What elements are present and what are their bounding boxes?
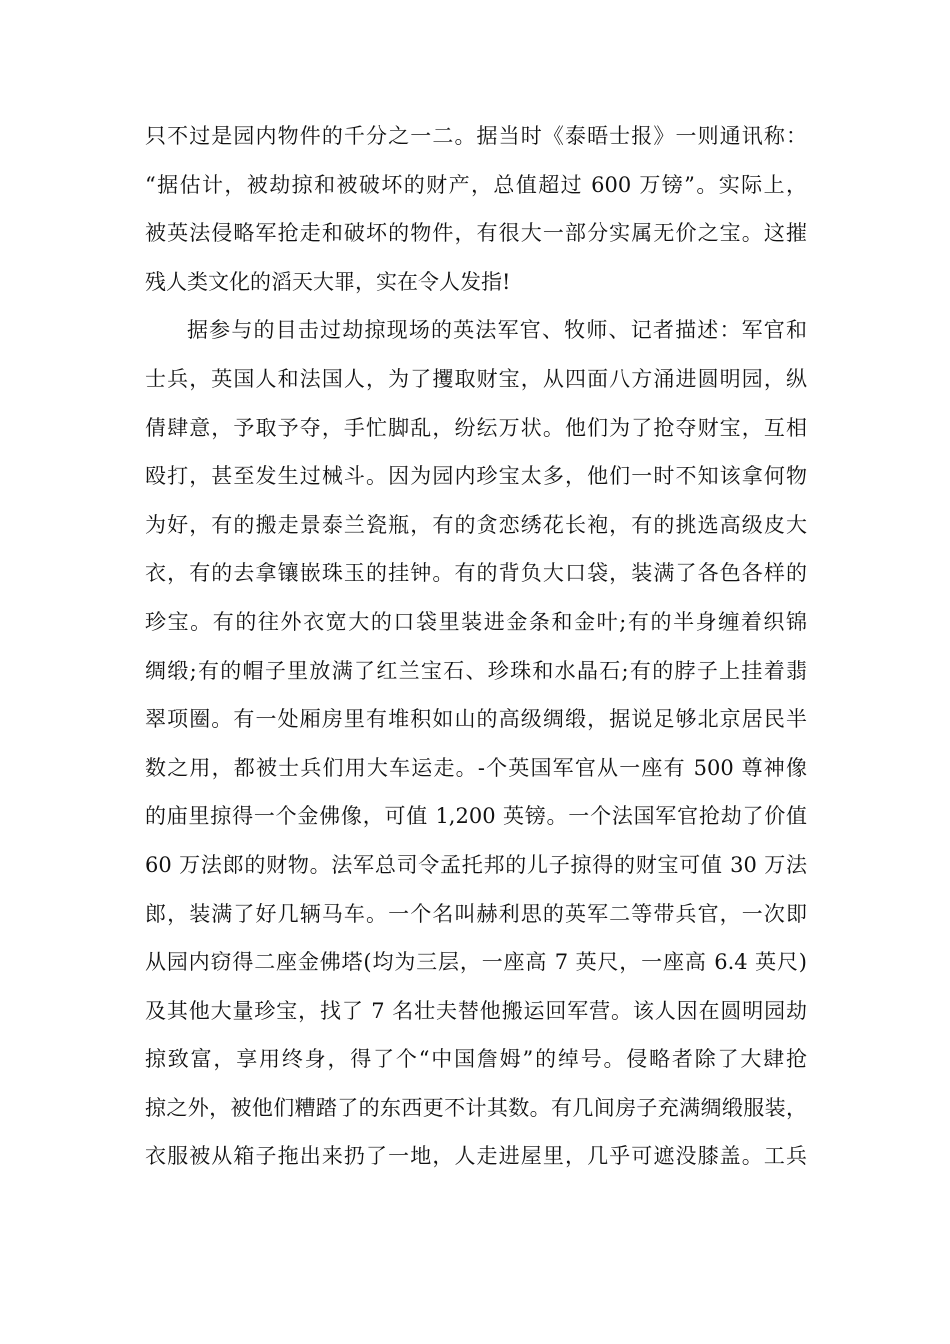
text-line: 为好，有的搬走景泰兰瓷瓶，有的贪恋绣花长袍，有的挑选高级皮大 (145, 512, 807, 537)
text-line: 翠项圈。有一处厢房里有堆积如山的高级绸缎，据说足够北京居民半 (145, 707, 807, 732)
text-line: 衣，有的去拿镶嵌珠玉的挂钟。有的背负大口袋，装满了各色各样的 (145, 561, 807, 586)
text-line: 绸缎;有的帽子里放满了红兰宝石、珍珠和水晶石;有的脖子上挂着翡 (145, 658, 807, 683)
text-line: “据估计，被劫掠和被破坏的财产，总值超过 600 万镑”。实际上， (145, 172, 807, 197)
text-line: 只不过是园内物件的千分之一二。据当时《泰晤士报》一则通讯称： (145, 124, 807, 148)
body-text (145, 112, 807, 1181)
text-line: 据参与的目击过劫掠现场的英法军官、牧师、记者描述：军官和 (187, 318, 807, 343)
text-line: 衣服被从箱子拖出来扔了一地，人走进屋里，几乎可遮没膝盖。工兵 (145, 1144, 807, 1169)
text-line: 残人类文化的滔天大罪，实在令人发指! (145, 269, 511, 294)
text-line: 从园内窃得二座金佛塔(均为三层，一座高 7 英尺，一座高 6.4 英尺) (145, 950, 807, 975)
text-line: 数之用，都被士兵们用大车运走。-个英国军官从一座有 500 尊神像 (145, 755, 807, 780)
text-line: 及其他大量珍宝，找了 7 名壮夫替他搬运回军营。该人因在圆明园劫 (145, 998, 807, 1023)
text-line: 郎，装满了好几辆马车。一个名叫赫利思的英军二等带兵官，一次即 (145, 901, 807, 926)
text-line: 的庙里掠得一个金佛像，可值 1,200 英镑。一个法国军官抢劫了价值 (145, 804, 807, 829)
text-line: 被英法侵略军抢走和破坏的物件，有很大一部分实属无价之宝。这摧 (145, 221, 807, 246)
text-line: 殴打，甚至发生过械斗。因为园内珍宝太多，他们一时不知该拿何物 (145, 464, 807, 489)
text-line: 珍宝。有的往外衣宽大的口袋里装进金条和金叶;有的半身缠着织锦 (145, 609, 807, 634)
text-line: 掠之外，被他们糟踏了的东西更不计其数。有几间房子充满绸缎服装， (145, 1095, 807, 1120)
text-line: 士兵，英国人和法国人，为了攫取财宝，从四面八方涌进圆明园，纵 (145, 366, 807, 391)
text-line: 掠致富，享用终身，得了个“中国詹姆”的绰号。侵略者除了大肆抢 (145, 1047, 807, 1072)
text-line: 倩肆意，予取予夺，手忙脚乱，纷纭万状。他们为了抢夺财宝，互相 (145, 415, 807, 440)
text-line: 60 万法郎的财物。法军总司令孟托邦的儿子掠得的财宝可值 30 万法 (145, 852, 807, 877)
